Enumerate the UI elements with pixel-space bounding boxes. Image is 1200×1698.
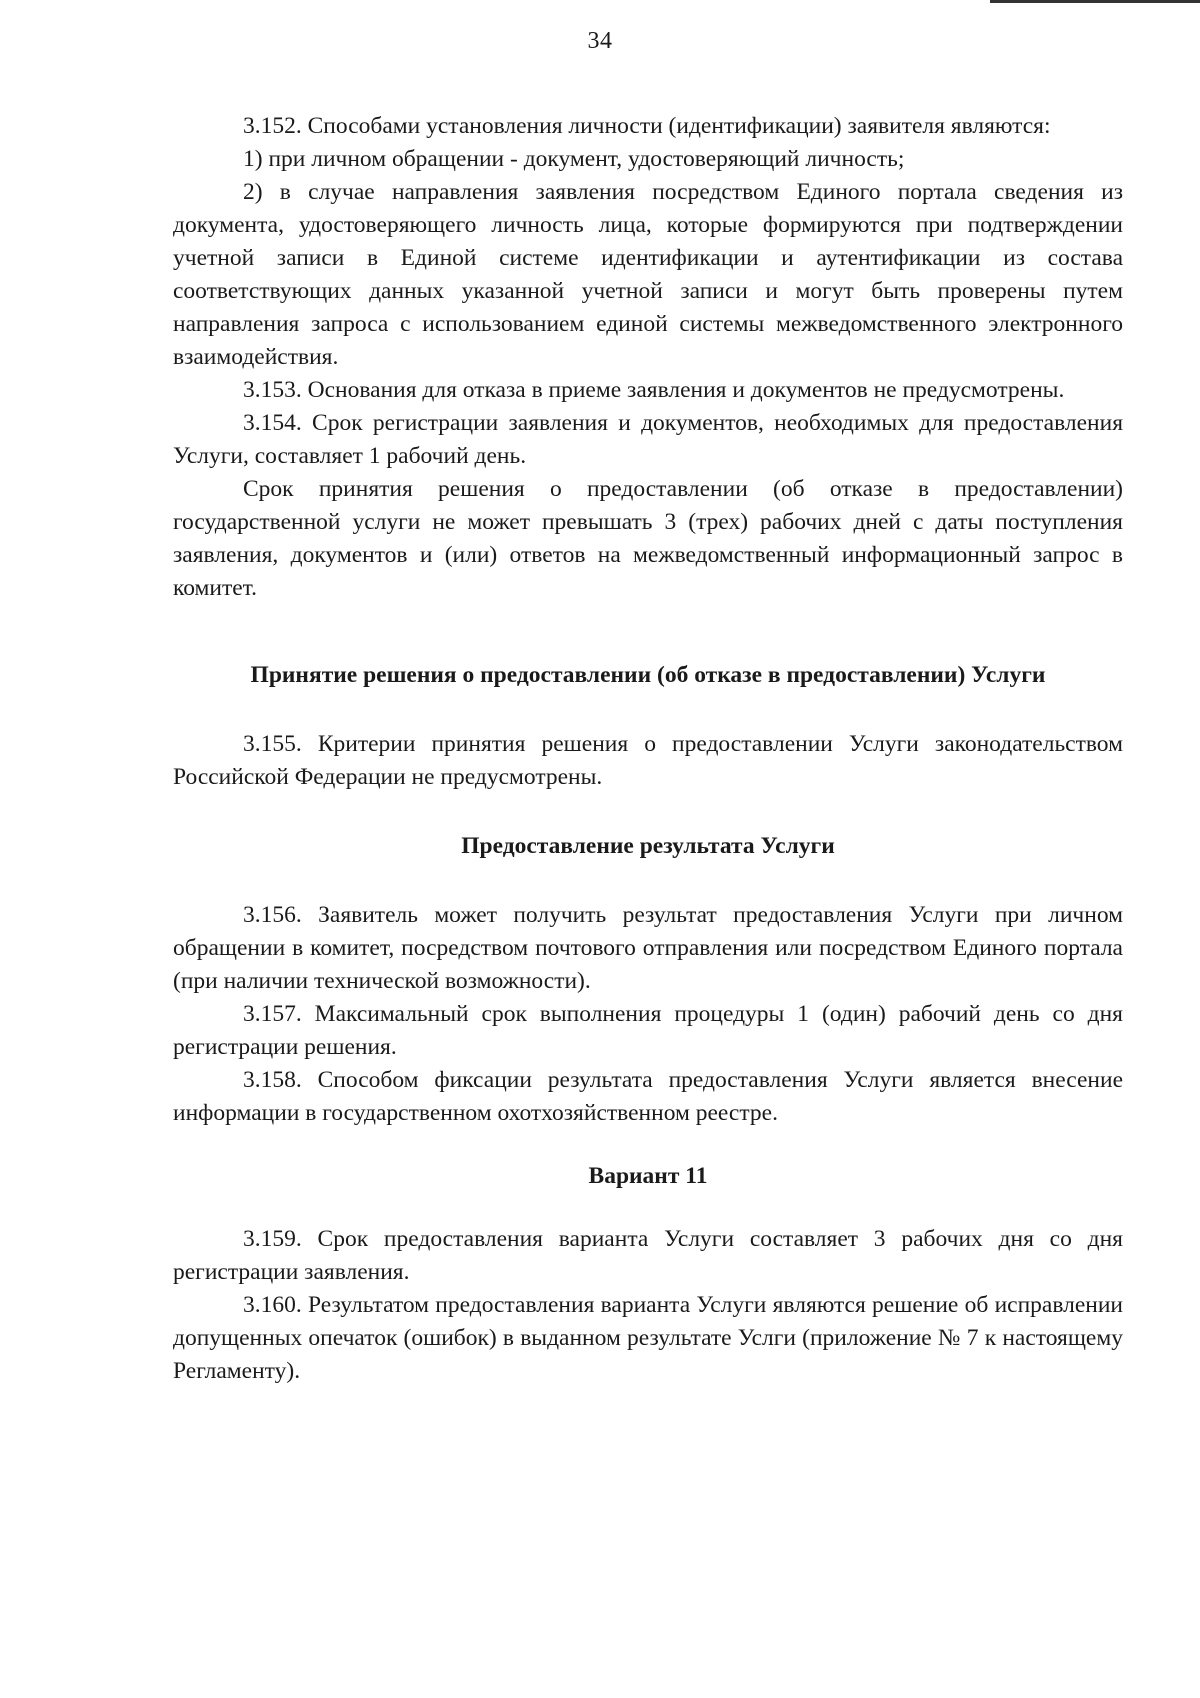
spacer	[173, 1193, 1123, 1223]
document-body	[173, 110, 1123, 1388]
spacer	[173, 863, 1123, 899]
paragraph-3-152-item-1: 1) при личном обращении - документ, удостоверяющий личность;	[243, 146, 905, 172]
paragraph-3-154-term: Срок принятия решения о предоставлении (об отказе в предоставлении) государственной услуги не может превышать 3 (трех) рабочих дней с даты поступления заявления, документов и (или) ответов на межведомственный информационный запрос в комитет.	[173, 476, 1123, 601]
paragraph-3-152: 3.152. Способами установления личности (идентификации) заявителя являются:	[243, 113, 1051, 139]
paragraph-3-157: 3.157. Максимальный срок выполнения процедуры 1 (один) рабочий день со дня регистрации решения.	[173, 1001, 1123, 1060]
top-edge-rule	[990, 0, 1200, 3]
section-heading-result: Предоставление результата Услуги	[461, 833, 835, 859]
spacer	[173, 794, 1123, 830]
paragraph-3-155: 3.155. Критерии принятия решения о предоставлении Услуги законодательством Российской Федерации не предусмотрены.	[173, 731, 1123, 790]
paragraph-3-152-item-2: 2) в случае направления заявления посредством Единого портала сведения из документа, удостоверяющего личность лица, которые формируются при подтверждении учетной записи в Единой системе идентификации и аутентификации из состава соответствующих данных указанной учетной записи и могут быть проверены путем направления запроса с использованием единой системы межведомственного электронного взаимодействия.	[173, 179, 1123, 370]
paragraph-3-158: 3.158. Способом фиксации результата предоставления Услуги является внесение информации в государственном охотхозяйственном реестре.	[173, 1067, 1123, 1126]
spacer	[173, 605, 1123, 659]
paragraph-3-159: 3.159. Срок предоставления варианта Услуги составляет 3 рабочих дня со дня регистрации заявления.	[173, 1226, 1123, 1285]
section-heading-variant-11: Вариант 11	[588, 1163, 708, 1189]
paragraph-3-160: 3.160. Результатом предоставления варианта Услуги являются решение об исправлении допущенных опечаток (ошибок) в выданном результате Услги (приложение № 7 к настоящему Регламенту).	[173, 1292, 1123, 1384]
spacer	[173, 1130, 1123, 1160]
section-heading-decision: Принятие решения о предоставлении (об отказе в предоставлении) Услуги	[250, 662, 1046, 688]
spacer	[173, 692, 1123, 728]
page-number: 34	[587, 28, 613, 54]
paragraph-3-153: 3.153. Основания для отказа в приеме заявления и документов не предусмотрены.	[243, 377, 1065, 403]
paragraph-3-156: 3.156. Заявитель может получить результат предоставления Услуги при личном обращении в комитет, посредством почтового отправления или посредством Единого портала (при наличии технической возможности).	[173, 902, 1123, 994]
paragraph-3-154: 3.154. Срок регистрации заявления и документов, необходимых для предоставления Услуги, составляет 1 рабочий день.	[173, 410, 1123, 469]
